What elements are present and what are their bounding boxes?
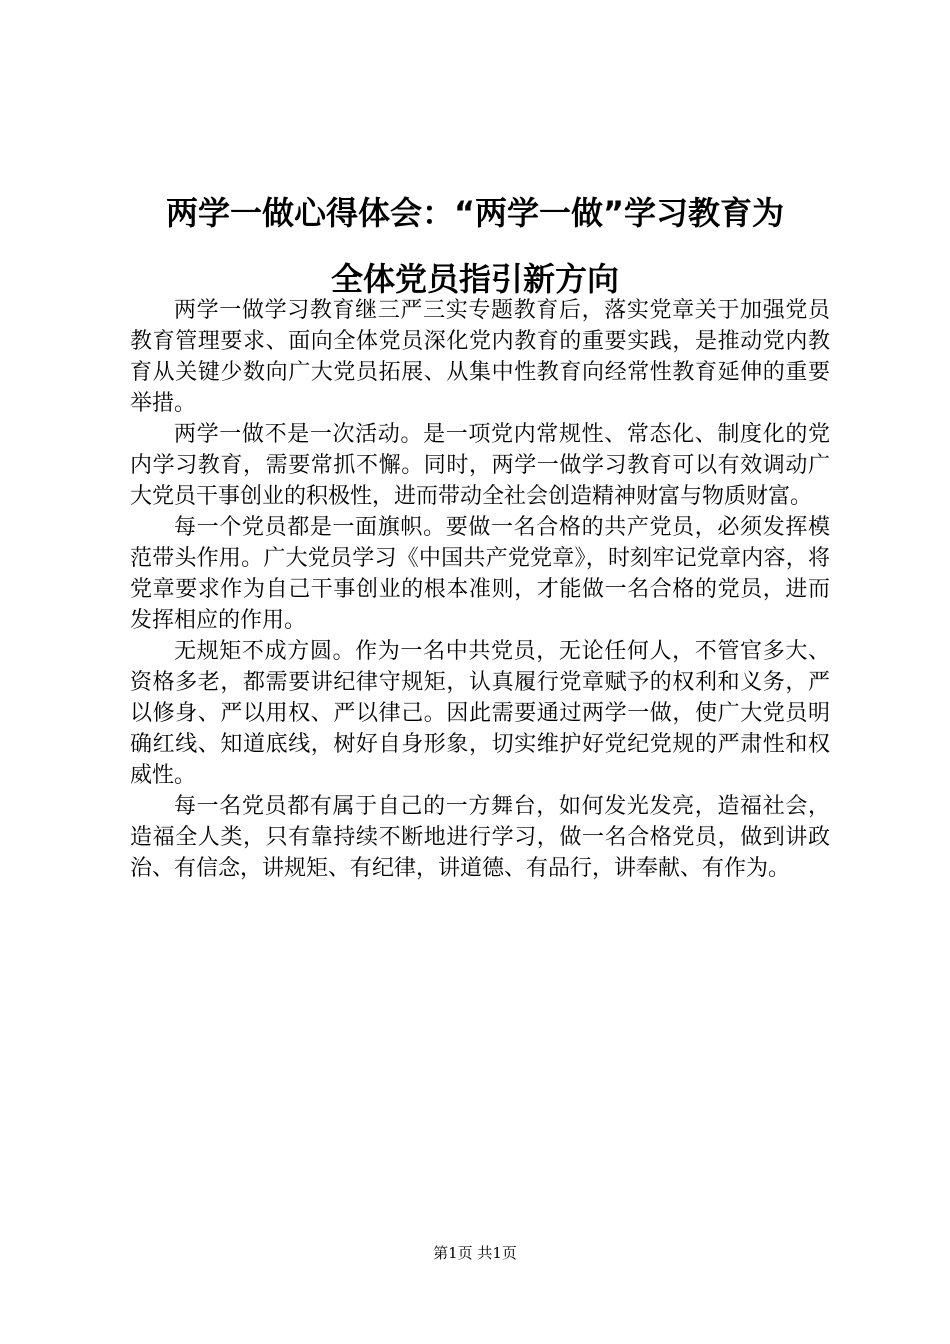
paragraph-5: 每一名党员都有属于自己的一方舞台，如何发光发亮，造福社会，造福全人类，只有靠持续不断地进行学习，做一名合格党员，做到讲政治、有信念，讲规矩、有纪律，讲道德、有品行，讲奉献、有作为。	[130, 794, 830, 881]
paragraph-4: 无规矩不成方圆。作为一名中共党员，无论任何人，不管官多大、资格多老，都需要讲纪律守规矩，认真履行党章赋予的权利和义务，严以修身、严以用权、严以律己。因此需要通过两学一做，使广大党员明确红线、知道底线，树好自身形象，切实维护好党纪党规的严肃性和权威性。	[130, 639, 830, 788]
title-line-1: 两学一做心得体会：“两学一做”学习教育为	[165, 194, 785, 232]
paragraph-1: 两学一做学习教育继三严三实专题教育后，落实党章关于加强党员教育管理要求、面向全体党员深化党内教育的重要实践，是推动党内教育从关键少数向广大党员拓展、从集中性教育向经常性教育延伸的重要举措。	[130, 298, 830, 416]
paragraph-2: 两学一做不是一次活动。是一项党内常规性、常态化、制度化的党内学习教育，需要常抓不懈。同时，两学一做学习教育可以有效调动广大党员干事创业的积极性，进而带动全社会创造精神财富与物质财富。	[130, 422, 830, 509]
document-body	[130, 295, 830, 884]
document-title	[110, 180, 840, 312]
paragraph-3: 每一个党员都是一面旗帜。要做一名合格的共产党员，必须发挥模范带头作用。广大党员学习《中国共产党党章》，时刻牢记党章内容，将党章要求作为自己干事创业的根本准则，才能做一名合格的党员，进而发挥相应的作用。	[130, 515, 830, 633]
page-footer: 第1页 共1页	[433, 1244, 517, 1262]
title-line-2: 全体党员指引新方向	[330, 260, 619, 298]
